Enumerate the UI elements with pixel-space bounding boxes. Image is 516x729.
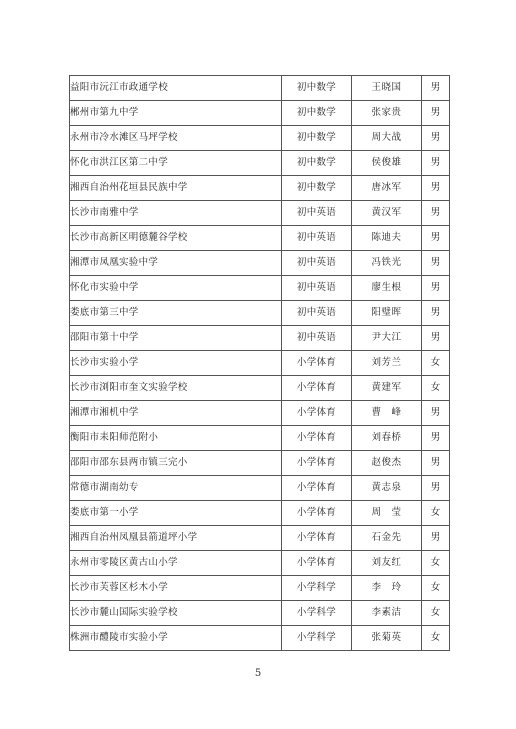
subject-cell: 初中英语 — [282, 276, 352, 301]
subject-cell: 初中数学 — [282, 76, 352, 101]
gender-cell: 男 — [422, 276, 450, 301]
subject-cell: 小学体育 — [282, 501, 352, 526]
roster-body — [70, 76, 450, 651]
name-cell: 曹 峰 — [352, 401, 422, 426]
school-cell: 郴州市第九中学 — [70, 101, 282, 126]
table-row — [70, 76, 450, 101]
gender-cell: 女 — [422, 576, 450, 601]
gender-cell: 男 — [422, 326, 450, 351]
name-cell: 黄建军 — [352, 376, 422, 401]
school-cell: 湘西自治州花垣县民族中学 — [70, 176, 282, 201]
gender-cell: 男 — [422, 251, 450, 276]
school-cell: 湘西自治州凤凰县箭道坪小学 — [70, 526, 282, 551]
subject-cell: 初中数学 — [282, 176, 352, 201]
name-cell: 张家贵 — [352, 101, 422, 126]
table-row — [70, 551, 450, 576]
name-cell: 周大战 — [352, 126, 422, 151]
name-cell: 侯俊雄 — [352, 151, 422, 176]
subject-cell: 小学体育 — [282, 376, 352, 401]
name-cell: 黄汉军 — [352, 201, 422, 226]
name-cell: 冯铁光 — [352, 251, 422, 276]
school-cell: 株洲市醴陵市实验小学 — [70, 626, 282, 651]
school-cell: 怀化市实验中学 — [70, 276, 282, 301]
table-row — [70, 326, 450, 351]
name-cell: 刘友红 — [352, 551, 422, 576]
school-cell: 永州市冷水滩区马坪学校 — [70, 126, 282, 151]
gender-cell: 女 — [422, 351, 450, 376]
name-cell: 阳璧晖 — [352, 301, 422, 326]
gender-cell: 男 — [422, 426, 450, 451]
name-cell: 刘芳兰 — [352, 351, 422, 376]
gender-cell: 男 — [422, 176, 450, 201]
subject-cell: 小学科学 — [282, 626, 352, 651]
table-row — [70, 226, 450, 251]
gender-cell: 女 — [422, 626, 450, 651]
gender-cell: 男 — [422, 226, 450, 251]
table-row — [70, 101, 450, 126]
school-cell: 湘潭市凤凰实验中学 — [70, 251, 282, 276]
table-row — [70, 176, 450, 201]
school-cell: 怀化市洪江区第二中学 — [70, 151, 282, 176]
subject-cell: 小学体育 — [282, 451, 352, 476]
gender-cell: 男 — [422, 301, 450, 326]
name-cell: 陈迪夫 — [352, 226, 422, 251]
gender-cell: 男 — [422, 401, 450, 426]
name-cell: 石金先 — [352, 526, 422, 551]
gender-cell: 男 — [422, 101, 450, 126]
subject-cell: 初中英语 — [282, 251, 352, 276]
table-row — [70, 601, 450, 626]
name-cell: 廖生根 — [352, 276, 422, 301]
table-row — [70, 276, 450, 301]
gender-cell: 男 — [422, 151, 450, 176]
gender-cell: 女 — [422, 376, 450, 401]
school-cell: 长沙市麓山国际实验学校 — [70, 601, 282, 626]
table-row — [70, 451, 450, 476]
name-cell: 尹大江 — [352, 326, 422, 351]
teacher-roster-table — [69, 75, 450, 651]
gender-cell: 女 — [422, 601, 450, 626]
subject-cell: 小学科学 — [282, 576, 352, 601]
school-cell: 邵阳市第十中学 — [70, 326, 282, 351]
gender-cell: 男 — [422, 476, 450, 501]
name-cell: 赵俊杰 — [352, 451, 422, 476]
school-cell: 永州市零陵区黄古山小学 — [70, 551, 282, 576]
school-cell: 邵阳市邵东县两市镇三完小 — [70, 451, 282, 476]
name-cell: 刘春桥 — [352, 426, 422, 451]
subject-cell: 小学体育 — [282, 426, 352, 451]
subject-cell: 初中数学 — [282, 101, 352, 126]
table-row — [70, 576, 450, 601]
subject-cell: 小学体育 — [282, 476, 352, 501]
gender-cell: 男 — [422, 526, 450, 551]
subject-cell: 小学体育 — [282, 401, 352, 426]
gender-cell: 女 — [422, 551, 450, 576]
gender-cell: 男 — [422, 201, 450, 226]
table-row — [70, 151, 450, 176]
name-cell: 周 莹 — [352, 501, 422, 526]
table-row — [70, 401, 450, 426]
table-row — [70, 251, 450, 276]
school-cell: 长沙市芙蓉区杉木小学 — [70, 576, 282, 601]
subject-cell: 初中数学 — [282, 126, 352, 151]
subject-cell: 初中英语 — [282, 201, 352, 226]
page-number: 5 — [254, 668, 262, 679]
subject-cell: 初中英语 — [282, 226, 352, 251]
table-row — [70, 476, 450, 501]
gender-cell: 男 — [422, 451, 450, 476]
school-cell: 长沙市高新区明德麓谷学校 — [70, 226, 282, 251]
table-row — [70, 201, 450, 226]
school-cell: 常德市湖南幼专 — [70, 476, 282, 501]
table-row — [70, 526, 450, 551]
name-cell: 张菊英 — [352, 626, 422, 651]
school-cell: 衡阳市耒阳师范附小 — [70, 426, 282, 451]
school-cell: 长沙市实验小学 — [70, 351, 282, 376]
table-row — [70, 626, 450, 651]
school-cell: 娄底市第三中学 — [70, 301, 282, 326]
subject-cell: 初中英语 — [282, 326, 352, 351]
table-row — [70, 501, 450, 526]
subject-cell: 小学体育 — [282, 551, 352, 576]
gender-cell: 女 — [422, 501, 450, 526]
table-row — [70, 351, 450, 376]
subject-cell: 小学体育 — [282, 526, 352, 551]
school-cell: 长沙市南雅中学 — [70, 201, 282, 226]
name-cell: 李 玲 — [352, 576, 422, 601]
subject-cell: 小学体育 — [282, 351, 352, 376]
gender-cell: 男 — [422, 126, 450, 151]
table-row — [70, 376, 450, 401]
name-cell: 唐冰军 — [352, 176, 422, 201]
table-row — [70, 126, 450, 151]
school-cell: 娄底市第一小学 — [70, 501, 282, 526]
subject-cell: 小学科学 — [282, 601, 352, 626]
name-cell: 李素洁 — [352, 601, 422, 626]
table-row — [70, 301, 450, 326]
table-row — [70, 426, 450, 451]
school-cell: 益阳市沅江市政通学校 — [70, 76, 282, 101]
gender-cell: 男 — [422, 76, 450, 101]
name-cell: 黄志泉 — [352, 476, 422, 501]
school-cell: 长沙市浏阳市奎文实验学校 — [70, 376, 282, 401]
subject-cell: 初中英语 — [282, 301, 352, 326]
name-cell: 王晓国 — [352, 76, 422, 101]
subject-cell: 初中数学 — [282, 151, 352, 176]
school-cell: 湘潭市湘机中学 — [70, 401, 282, 426]
